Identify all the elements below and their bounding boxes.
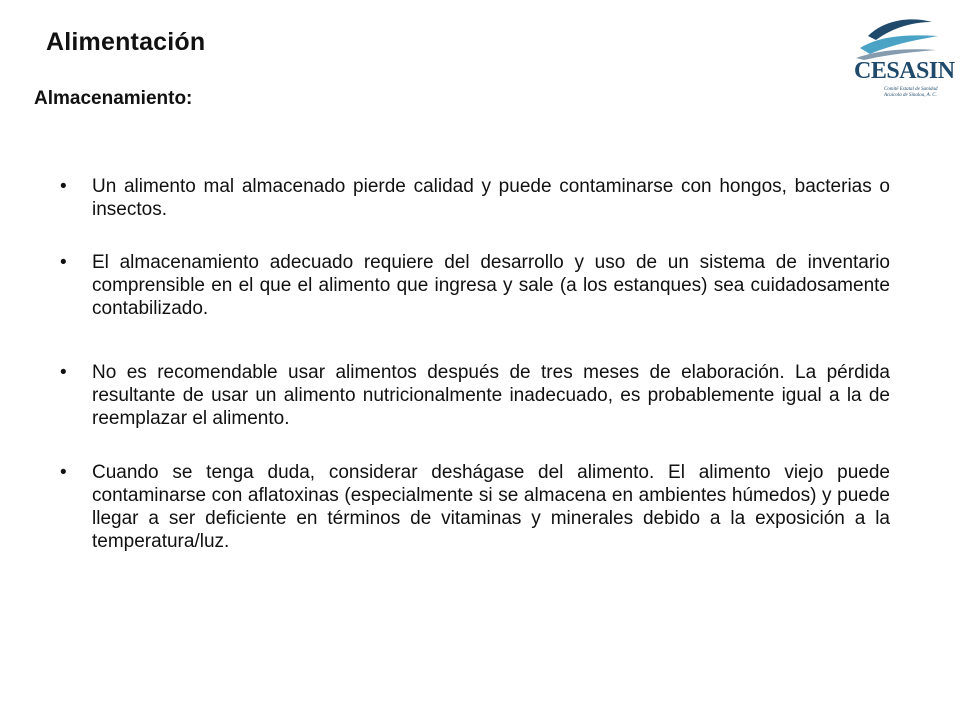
bullet-text: Un alimento mal almacenado pierde calidad y puede contaminarse con hongos, bacterias o insectos. [92,176,890,220]
logo-tagline: Acuícola de Sinaloa, A. C. [884,93,937,98]
bullet-text: El almacenamiento adecuado requiere del desarrollo y uso de un sistema de inventario comprensible en el que el alimento que ingresa y sale (a los estanques) sea cuidadosamente contabilizado. [92,252,890,319]
slide-title: Alimentación [46,28,206,56]
bullet-marker: • [60,176,67,197]
slide-subtitle: Almacenamiento: [34,88,193,109]
bullet-text: No es recomendable usar alimentos después de tres meses de elaboración. La pérdida resultante de usar un alimento nutricionalmente inadecuado, es probablemente igual a la de reemplazar el alimento. [92,362,890,429]
logo-name: CESASIN [854,58,955,84]
bullet-marker: • [60,462,67,483]
bullet-text: Cuando se tenga duda, considerar deshágase del alimento. El alimento viejo puede contaminarse con aflatoxinas (especialmente si se almacena en ambientes húmedos) y puede llegar a ser deficiente en términos de vitaminas y minerales debido a la exposición a la temperatura/luz. [92,462,890,552]
bullet-marker: • [60,252,67,273]
bullet-marker: • [60,362,67,383]
logo-tagline: Comité Estatal de Sanidad [884,87,938,92]
